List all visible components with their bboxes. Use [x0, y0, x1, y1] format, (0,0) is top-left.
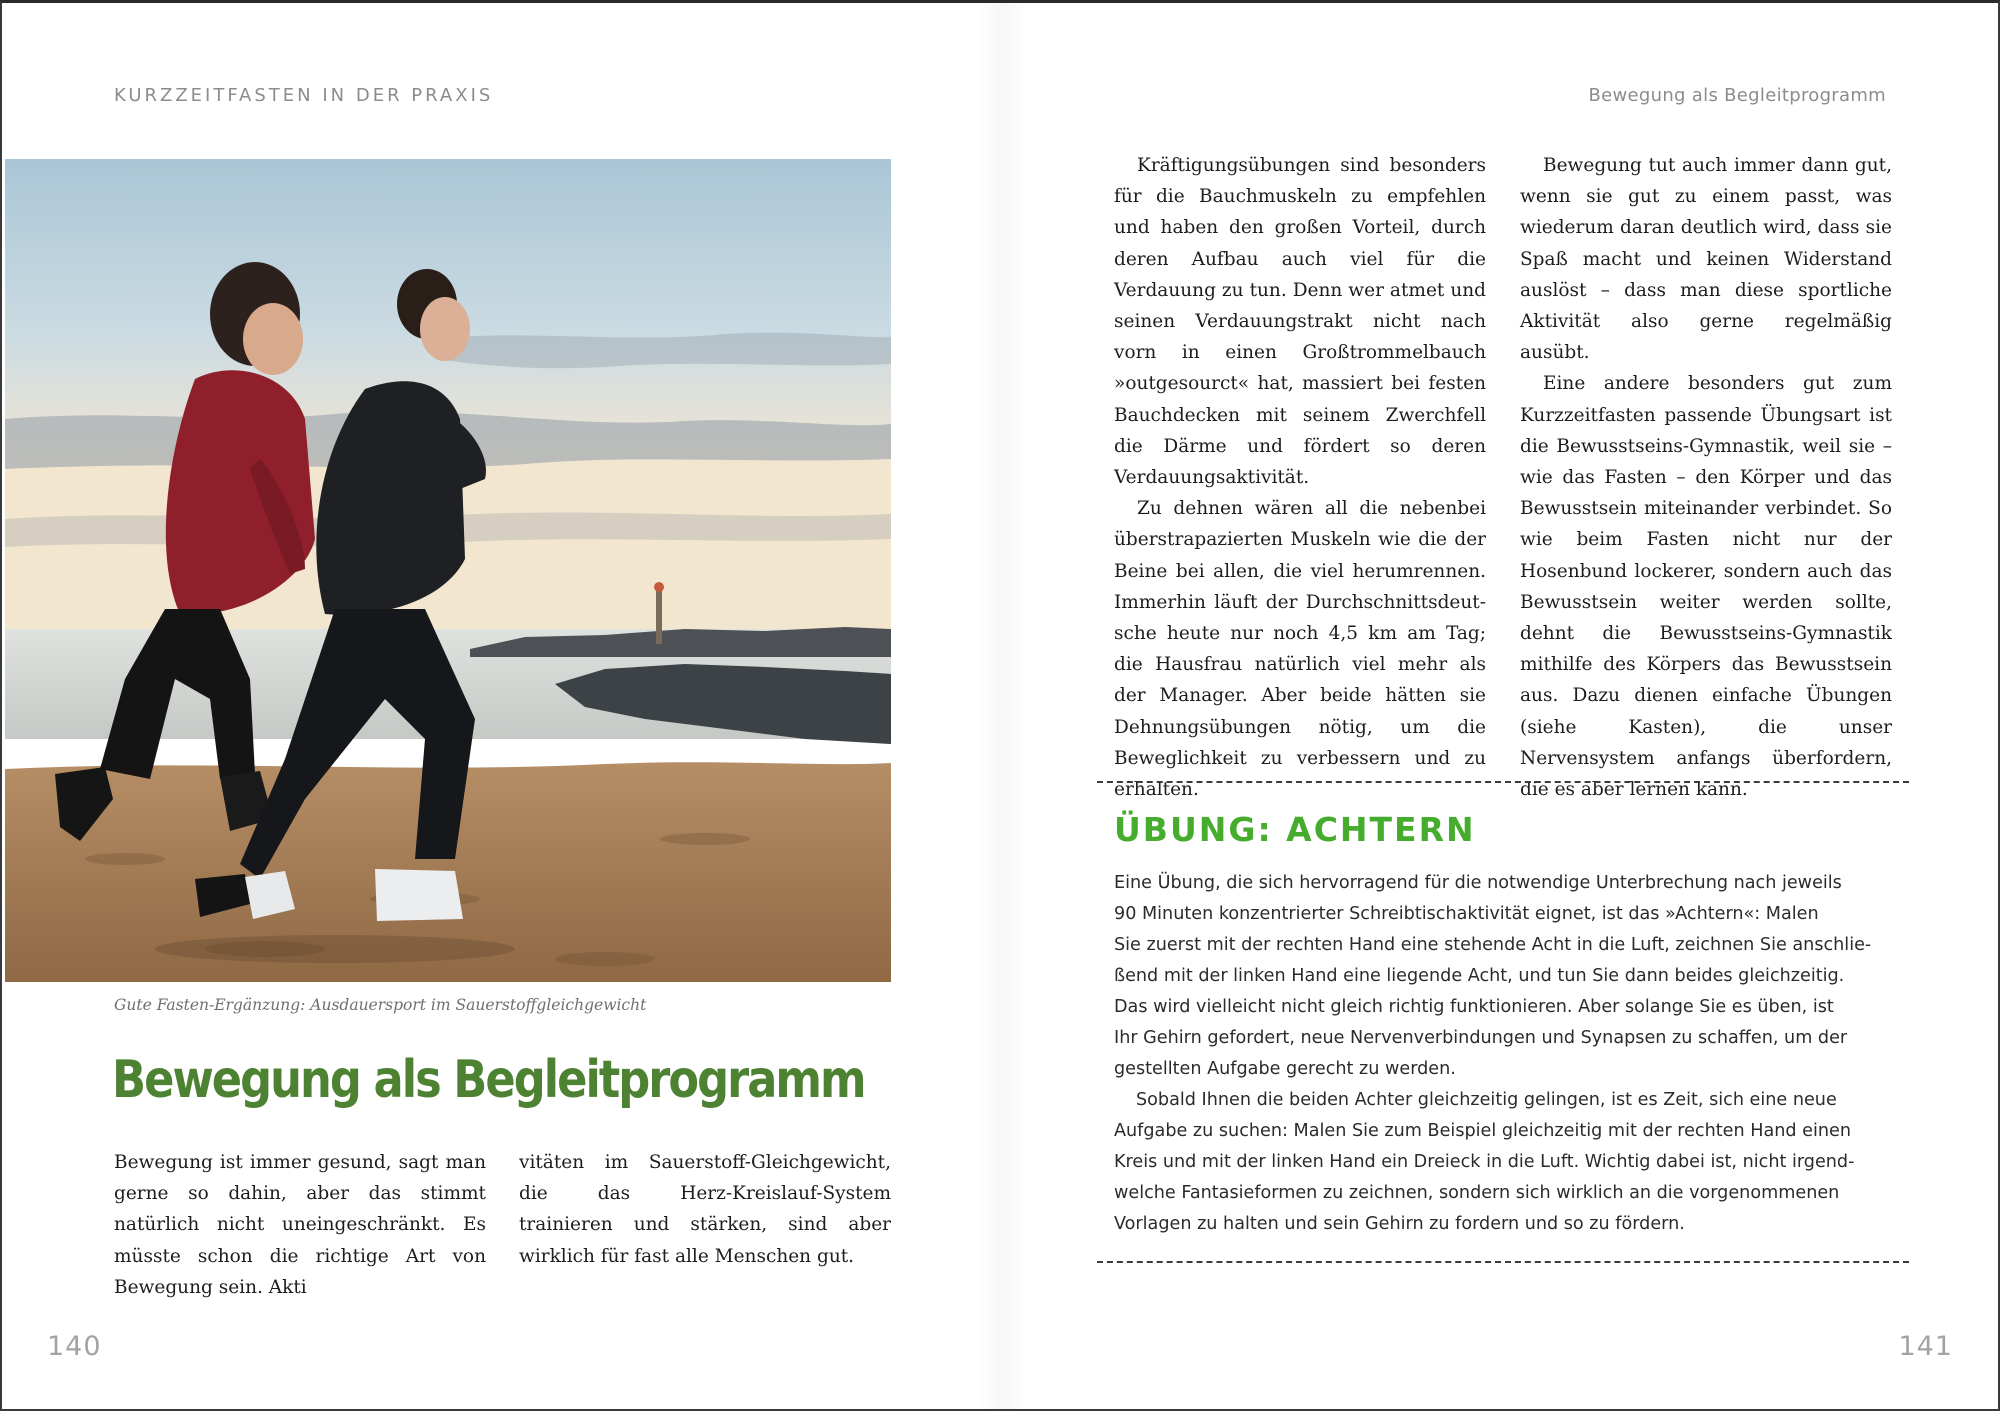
running-head-right: Bewegung als Begleitprogramm — [1588, 85, 1886, 106]
exercise-box-top-rule — [1097, 781, 1909, 783]
text-line: gestellten Aufgabe gerecht zu werden. — [1114, 1059, 1456, 1079]
exercise-paragraph-2 — [1114, 1085, 1894, 1240]
jogging-photo-illustration — [5, 159, 891, 982]
left-col1-paragraph: Bewegung ist immer gesund, sagt man gerne so dahin, aber das stimmt natürlich nicht uneingeschränkt. Es müsste schon die richtige Art von Bewegung sein. Akti — [114, 1152, 486, 1298]
right-body-column-2 — [1520, 150, 1892, 805]
exercise-paragraph-1 — [1114, 868, 1894, 1085]
text-line: welche Fantasieformen zu zeichnen, sondern sich wirklich an die vorgenommenen — [1114, 1183, 1840, 1203]
text-line: Das wird vielleicht nicht gleich richtig funktionieren. Aber solange Sie es üben, ist — [1114, 997, 1834, 1017]
text-line: ßend mit der linken Hand eine liegende Acht, und tun Sie dann beides gleichzeitig. — [1114, 966, 1845, 986]
right-col2-paragraph: Eine andere besonders gut zum Kurzzeitfasten passende Übungsart ist die Bewusstseins-Gymnastik, weil sie – wie das Fasten – den Körper und das Bewusstsein miteinander verbindet. So wie beim Fasten nicht nur der Hosenbund lockerer, sondern auch das Bewusstsein weiter werden sollte, dehnt die Bewusstseins-Gymnastik mithilfe des Körpers das Bewusstsein aus. Dazu dienen einfache Übungen (siehe Kasten), die unser Nervensystem anfangs überfordern, die es aber lernen kann. — [1520, 373, 1892, 801]
page-number-left: 140 — [47, 1331, 102, 1362]
gutter-shadow — [977, 3, 1027, 1411]
exercise-box-bottom-rule — [1097, 1261, 1909, 1263]
left-body-column-2 — [519, 1147, 891, 1272]
right-col1-paragraph: Zu dehnen wären all die nebenbei überstrapazierten Muskeln wie die der Beine bei allen, die viel herumrennen. Immerhin läuft der Durchschnittsdeutsche heute nur noch 4,5 km am Tag; die Hausfrau natürlich viel mehr als der Manager. Aber beide hätten sie Dehnungsübungen nötig, um die Beweglichkeit zu verbessern und zu erhalten. — [1114, 498, 1486, 801]
exercise-box-title — [1114, 810, 1476, 849]
text-line: Vorlagen zu halten und sein Gehirn zu fordern und so zu fördern. — [1114, 1214, 1685, 1234]
text-line: 90 Minuten konzentrierter Schreibtischaktivität eignet, ist das »Achtern«: Malen — [1114, 904, 1819, 924]
text-line: Kreis und mit der linken Hand ein Dreieck in die Luft. Wichtig dabei ist, nicht irgend- — [1114, 1152, 1855, 1172]
exercise-box-name: ACHTERN — [1286, 810, 1476, 849]
running-head-left: KURZZEITFASTEN IN DER PRAXIS — [114, 85, 494, 106]
page-number-right: 141 — [1898, 1331, 1953, 1362]
right-body-column-1 — [1114, 150, 1486, 805]
text-line: Eine Übung, die sich hervorragend für die notwendige Unterbrechung nach jeweils — [1114, 873, 1842, 893]
section-title: Bewegung als Begleitprogramm — [112, 1050, 865, 1110]
photo-two-women-jogging-beach — [5, 159, 891, 982]
left-col2-paragraph: vitäten im Sauerstoff-Gleichgewicht, die das Herz-Kreislauf-System trainieren und stärken, sind aber wirklich für fast alle Menschen gut. — [519, 1152, 891, 1267]
photo-caption: Gute Fasten-Ergänzung: Ausdauersport im Sauerstoffgleichgewicht — [114, 996, 647, 1014]
right-col2-paragraph: Bewegung tut auch immer dann gut, wenn sie gut zu einem passt, was wiederum daran deutlich wird, dass sie Spaß macht und keinen Widerstand auslöst – dass man diese sportliche Aktivität also gerne regelmäßig ausübt. — [1520, 155, 1892, 364]
text-line: Sobald Ihnen die beiden Achter gleichzeitig gelingen, ist es Zeit, sich eine neue — [1136, 1090, 1837, 1110]
right-col1-paragraph: Kräftigungsübungen sind besonders für die Bauchmuskeln zu empfehlen und haben den großen Vorteil, durch deren Aufbau auch viel für die Verdauung zu tun. Denn wer atmet und seinen Verdauungstrakt nicht nach vorn in einen Großtrommelbauch »outgesourct« hat, massiert bei festen Bauchdecken mit seinem Zwerchfell die Därme und fördert so deren Verdauungsaktivität. — [1114, 155, 1486, 489]
text-line: Ihr Gehirn gefordert, neue Nervenverbindungen und Synapsen zu schaffen, um der — [1114, 1028, 1848, 1048]
text-line: Aufgabe zu suchen: Malen Sie zum Beispiel gleichzeitig mit der rechten Hand einen — [1114, 1121, 1851, 1141]
exercise-box-label: ÜBUNG: — [1114, 810, 1273, 849]
exercise-box-text — [1114, 868, 1894, 1240]
text-line: Sie zuerst mit der rechten Hand eine stehende Acht in die Luft, zeichnen Sie anschlie- — [1114, 935, 1872, 955]
left-body-column-1 — [114, 1147, 486, 1303]
